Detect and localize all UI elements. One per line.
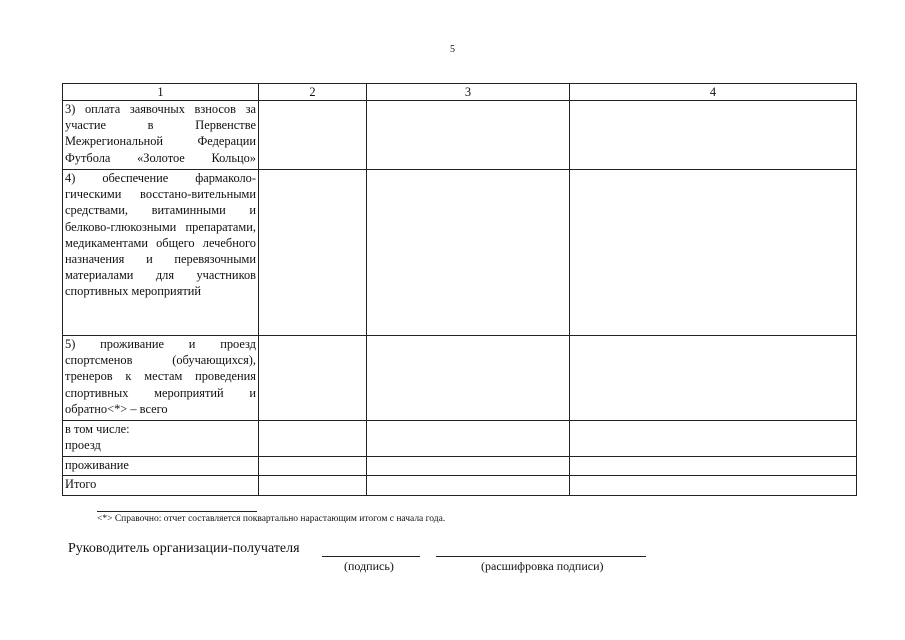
table-cell — [570, 170, 857, 336]
table-cell — [367, 421, 570, 457]
table-cell — [259, 476, 367, 496]
table-cell — [259, 457, 367, 476]
table-cell — [259, 170, 367, 336]
report-table — [62, 83, 857, 496]
table-row — [63, 336, 857, 421]
column-header-2: 2 — [259, 84, 367, 101]
table-cell — [367, 170, 570, 336]
footnote-divider — [97, 511, 257, 512]
table-row — [63, 170, 857, 336]
footnote: <*> Справочно: отчет составляется поквартально нарастающим итогом с начала года. — [97, 514, 446, 524]
table-cell — [570, 457, 857, 476]
table-cell — [259, 101, 367, 170]
table-cell — [570, 101, 857, 170]
table-row — [63, 457, 857, 476]
table-cell — [367, 457, 570, 476]
row-label-accommodation: проживание — [63, 457, 259, 476]
table-row — [63, 421, 857, 457]
row-label-including-travel: в том числе: проезд — [63, 421, 259, 457]
table-header-row — [63, 84, 857, 101]
signer-label: Руководитель организации-получателя — [68, 541, 300, 556]
row-label-entry-fees: 3) оплата заявочных взносов за участие в Первенстве Межрегиональной Федерации Футбола «Золотое Кольцо» — [63, 101, 259, 170]
table-row — [63, 101, 857, 170]
signature-name-caption: (расшифровка подписи) — [481, 559, 604, 573]
column-header-4: 4 — [570, 84, 857, 101]
page-number: 5 — [450, 44, 455, 55]
table-cell — [367, 101, 570, 170]
table-cell — [367, 476, 570, 496]
row-label-accommodation-travel: 5) проживание и проезд спортсменов (обучающихся), тренеров к местам проведения спортивных мероприятий и обратно<*> – всего — [63, 336, 259, 421]
column-header-3: 3 — [367, 84, 570, 101]
table-cell — [259, 421, 367, 457]
column-header-1: 1 — [63, 84, 259, 101]
signature-name-line — [436, 556, 646, 557]
table-cell — [367, 336, 570, 421]
signature-line — [322, 556, 420, 557]
signature-caption: (подпись) — [344, 559, 394, 573]
table-cell — [570, 336, 857, 421]
table-cell — [570, 421, 857, 457]
table-cell — [570, 476, 857, 496]
row-label-pharmacology: 4) обеспечение фармаколо-гическими восстано-вительными средствами, витаминными и белково-глюкозными препаратами, медикаментами общего лечебного назначения и перевязочными материалами для участников спортивных мероприятий — [63, 170, 259, 336]
row-label-total: Итого — [63, 476, 259, 496]
table-cell — [259, 336, 367, 421]
table-row — [63, 476, 857, 496]
